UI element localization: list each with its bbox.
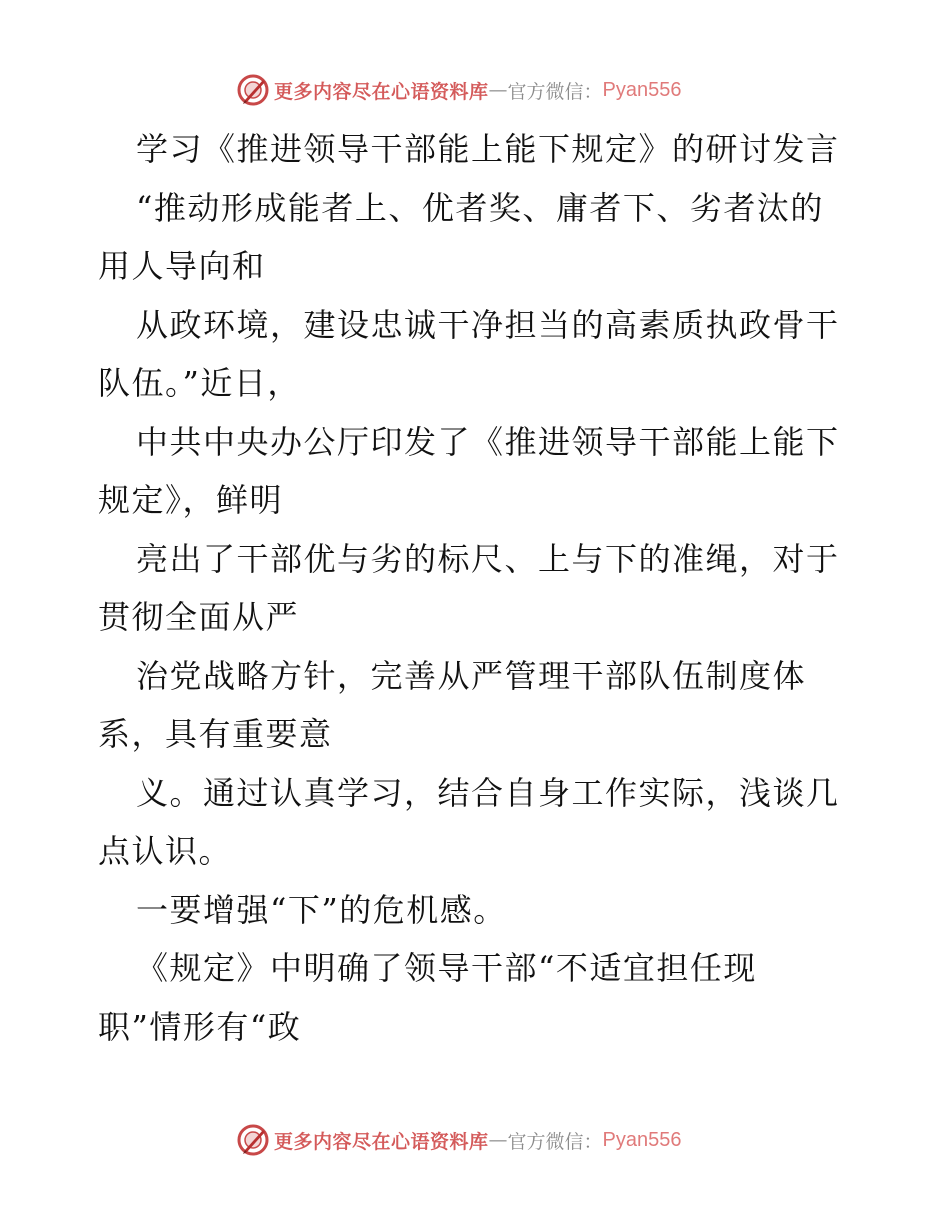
banner-wechat-label: 官方微信：	[507, 1130, 603, 1153]
paragraph-line: 从政环境，建设忠诚干净担当的高素质执政骨干	[136, 305, 840, 344]
paragraph-line: 队伍。”近日，	[98, 364, 301, 402]
paragraph-line: 系，具有重要意	[98, 715, 333, 753]
document-title: 学习《推进领导干部能上能下规定》的研讨发言	[136, 130, 840, 168]
banner-text: 更多内容尽在心语资料库	[274, 80, 489, 103]
paragraph-line: 亮出了干部优与劣的标尺、上与下的准绳，对于	[136, 539, 840, 578]
banner-text: 更多内容尽在心语资料库	[274, 1130, 489, 1153]
banner-wechat-id: Pyan556	[602, 1128, 682, 1151]
paragraph-line: 义。通过认真学习，结合自身工作实际，浅谈几	[136, 773, 840, 812]
paragraph-line: 职”情形有“政	[98, 1007, 302, 1046]
banner-wechat-id: Pyan556	[602, 78, 682, 101]
paragraph-line: 点认识。	[98, 832, 233, 870]
header-banner	[236, 72, 682, 108]
paragraph-line: 贯彻全面从严	[98, 598, 300, 636]
paragraph-line: 中共中央办公厅印发了《推进领导干部能上能下	[136, 422, 840, 461]
document-body	[98, 122, 858, 1058]
section-heading: 一要增强“下”的危机感。	[136, 890, 507, 929]
banner-wechat-label: 官方微信：	[507, 80, 603, 103]
paragraph-line: 用人导向和	[98, 247, 266, 285]
pen-logo-icon	[236, 73, 270, 107]
paragraph-line: 规定》，鲜明	[98, 481, 284, 519]
banner-separator: —	[488, 79, 508, 101]
footer-banner	[236, 1122, 682, 1158]
pen-logo-icon	[236, 1123, 270, 1157]
paragraph-line: 《规定》中明确了领导干部“不适宜担任现	[136, 949, 757, 987]
paragraph-line: “推动形成能者上、优者奖、庸者下、劣者汰的	[136, 188, 824, 227]
banner-separator: —	[488, 1129, 508, 1151]
paragraph-line: 治党战略方针，完善从严管理干部队伍制度体	[136, 656, 807, 695]
